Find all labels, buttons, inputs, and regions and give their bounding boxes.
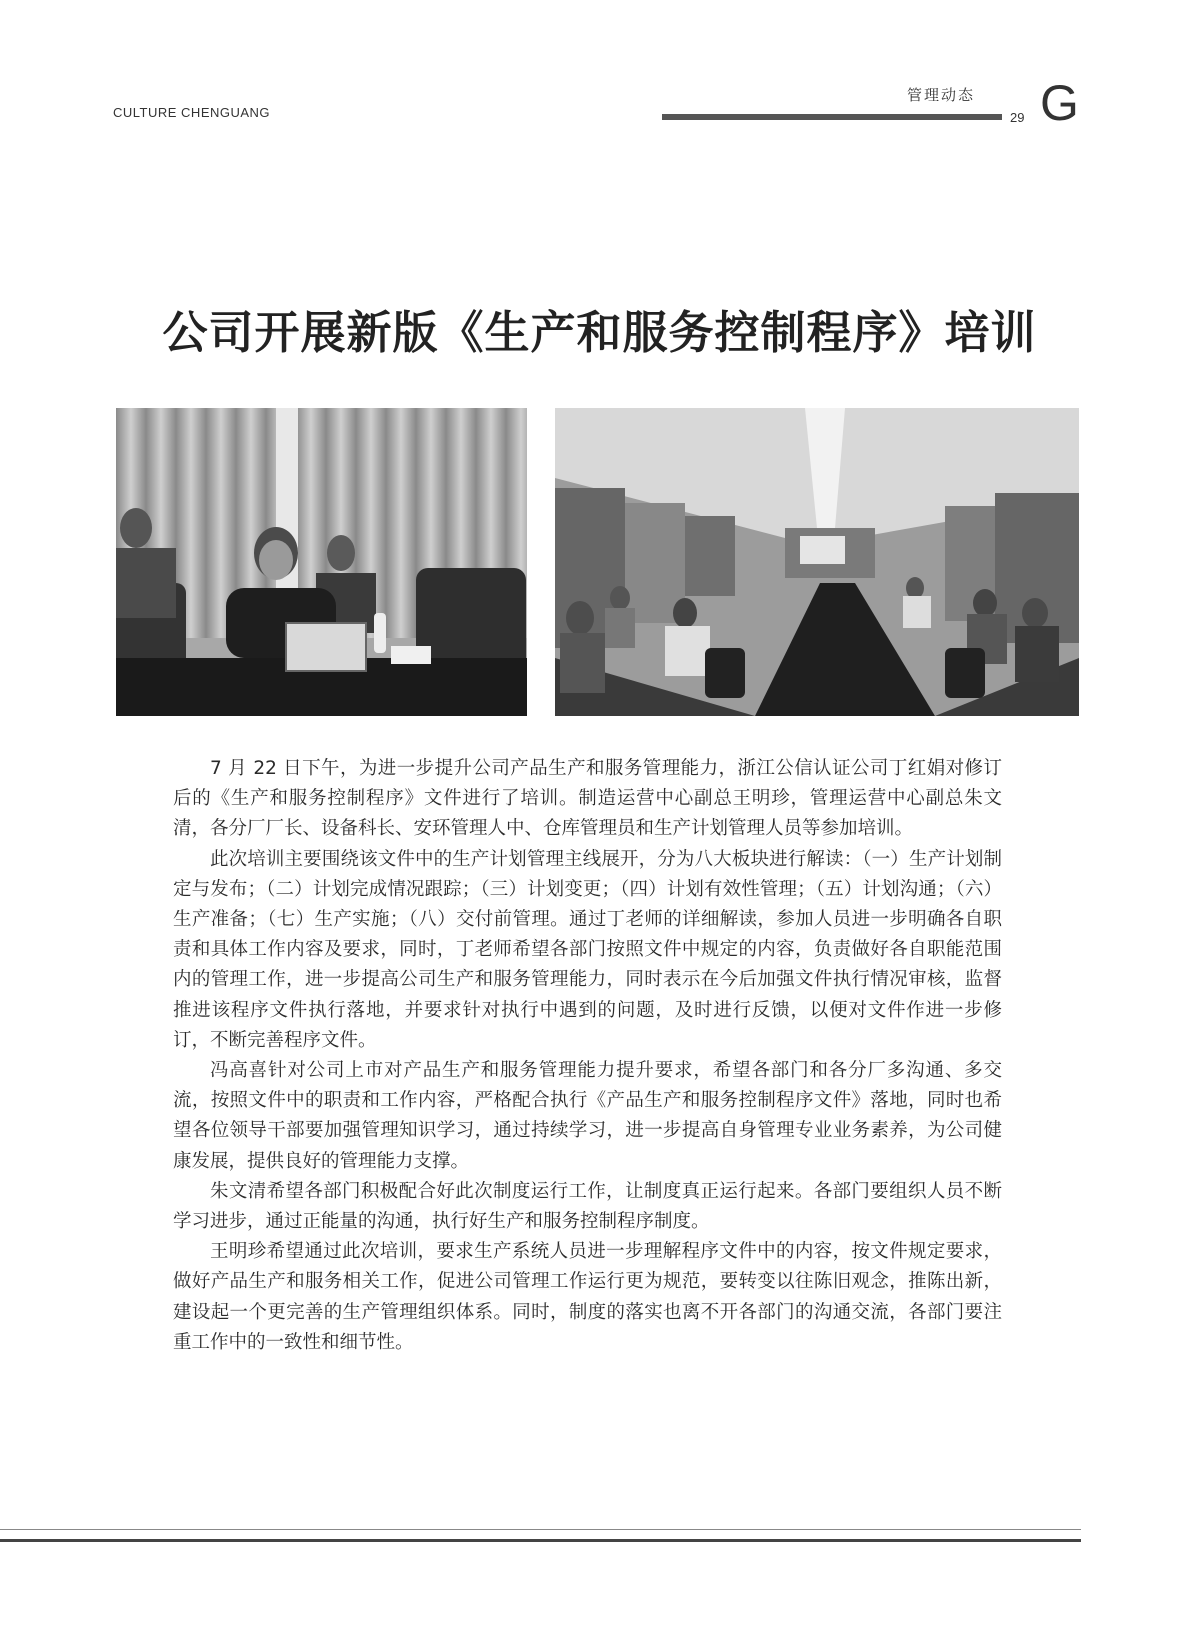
- article-paragraph: 冯高喜针对公司上市对产品生产和服务管理能力提升要求，希望各部门和各分厂多沟通、多交流，按照文件中的职责和工作内容，严格配合执行《产品生产和服务控制程序文件》落地，同时也希望各位领导干部要加强管理知识学习，通过持续学习，进一步提高自身管理专业业务素养，为公司健康发展，提供良好的管理能力支撑。: [173, 1060, 1002, 1172]
- section-label: 管理动态: [907, 86, 976, 104]
- section-letter: G: [1040, 75, 1079, 131]
- header-rule: [662, 114, 1002, 120]
- article-paragraph: 王明珍希望通过此次培训，要求生产系统人员进一步理解程序文件中的内容，按文件规定要求，做好产品生产和服务相关工作，促进公司管理工作运行更为规范，要转变以往陈旧观念，推陈出新，建设起一个更完善的生产管理组织体系。同时，制度的落实也离不开各部门的沟通交流，各部门要注重工作中的一致性和细节性。: [173, 1241, 1002, 1353]
- article-paragraph: 7 月 22 日下午，为进一步提升公司产品生产和服务管理能力，浙江公信认证公司丁红娟对修订后的《生产和服务控制程序》文件进行了培训。制造运营中心副总王明珍，管理运营中心副总朱文清，各分厂厂长、设备科长、安环管理人中、仓库管理员和生产计划管理人员等参加培训。: [173, 758, 1002, 840]
- article-title: 公司开展新版《生产和服务控制程序》培训: [162, 306, 1037, 359]
- training-photo-conference-room: [555, 408, 1079, 716]
- page-number: 29: [1010, 110, 1025, 125]
- footer-rule-thick: [0, 1539, 1081, 1542]
- publication-name: CULTURE CHENGUANG: [113, 105, 271, 120]
- article-paragraph: 朱文清希望各部门积极配合好此次制度运行工作，让制度真正运行起来。各部门要组织人员不断学习进步，通过正能量的沟通，执行好生产和服务控制程序制度。: [173, 1180, 1002, 1233]
- training-photo-presenter: [116, 408, 527, 716]
- article-paragraph: 此次培训主要围绕该文件中的生产计划管理主线展开，分为八大板块进行解读：（一）生产计划制定与发布；（二）计划完成情况跟踪；（三）计划变更；（四）计划有效性管理；（五）计划沟通；（六）生产准备；（七）生产实施；（八）交付前管理。通过丁老师的详细解读，参加人员进一步明确各自职责和具体工作内容及要求，同时，丁老师希望各部门按照文件中规定的内容，负责做好各自职能范围内的管理工作，进一步提高公司生产和服务管理能力，同时表示在今后加强文件执行情况审核，监督推进该程序文件执行落地，并要求针对执行中遇到的问题，及时进行反馈，以便对文件作进一步修订，不断完善程序文件。: [173, 848, 1002, 1051]
- article-body: [173, 754, 1002, 1358]
- footer-rule-thin: [0, 1529, 1081, 1530]
